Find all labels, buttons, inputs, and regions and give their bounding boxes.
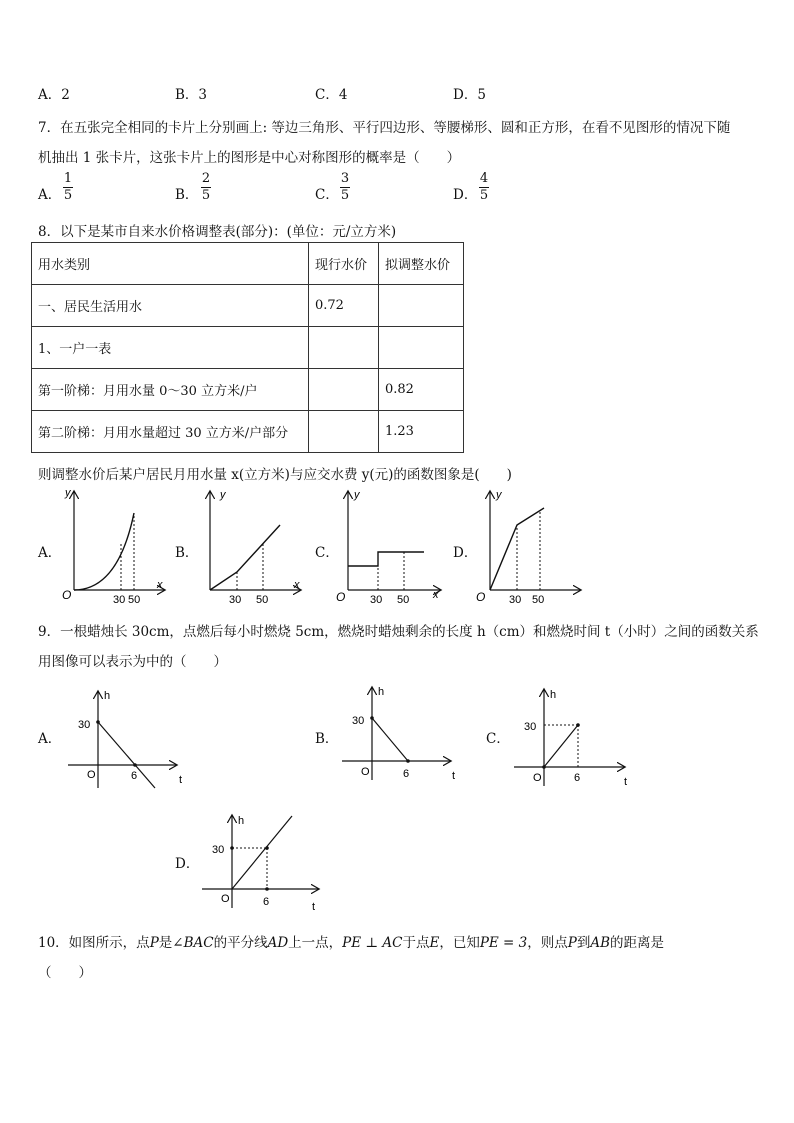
q10-text: 于点 — [402, 935, 430, 951]
table-cell: 一、居民生活用水 — [32, 285, 309, 327]
point — [542, 765, 546, 769]
q10-text: 上一点， — [288, 935, 343, 951]
q7-option-c-denominator: 5 — [340, 188, 350, 203]
point — [576, 723, 580, 727]
origin-label: O — [62, 588, 72, 602]
tick-label: 50 — [256, 594, 269, 606]
q9-option-d-label: D． — [175, 856, 200, 872]
origin-label: O — [533, 772, 542, 784]
q7-option-c-fraction — [340, 172, 350, 203]
table-row — [32, 285, 464, 327]
q7-option-b-numerator: 2 — [201, 171, 211, 186]
t6-label: 6 — [574, 772, 581, 784]
table-cell — [309, 369, 379, 411]
q8-graph-a — [58, 486, 170, 606]
q10-answer-paren: （ ） — [38, 965, 92, 981]
tick-label: 50 — [397, 594, 410, 606]
line — [544, 725, 578, 767]
q10-text: ，则点 — [527, 935, 568, 951]
table-row — [32, 327, 464, 369]
q10-text: 10．如图所示，点 — [38, 935, 150, 951]
table-header-row — [32, 243, 464, 285]
table-cell — [379, 285, 464, 327]
tick-label: 50 — [532, 594, 545, 606]
t-label: t — [452, 770, 456, 782]
table-header-cell: 现行水价 — [309, 243, 379, 285]
q9-graph-d — [200, 812, 324, 916]
h-label: h — [104, 690, 111, 702]
tick-label: 30 — [113, 594, 126, 606]
q10-math: E — [429, 935, 440, 951]
q6-option-b: B．3 — [175, 87, 208, 103]
q7-option-a-numerator: 1 — [63, 171, 73, 186]
q10-math: PE = 3 — [479, 935, 528, 951]
y-label: y — [354, 489, 360, 501]
q7-option-a-label: A． — [38, 187, 62, 203]
h30-label: 30 — [212, 844, 225, 856]
point — [370, 716, 374, 720]
tick-label: 30 — [229, 594, 242, 606]
h30-label: 30 — [352, 715, 365, 727]
q10-text: 的平分线 — [213, 935, 268, 951]
q8-graph-c — [336, 486, 448, 606]
point — [133, 763, 137, 767]
q7-option-b-label: B． — [175, 187, 199, 203]
q7-option-d-denominator: 5 — [479, 188, 489, 203]
q8-graph-d — [474, 486, 586, 606]
y-label: y — [496, 489, 502, 501]
table-cell: 第二阶梯：月用水量超过 30 立方米/户部分 — [32, 411, 309, 453]
origin-label: O — [87, 769, 96, 781]
origin-label: O — [476, 590, 486, 604]
q6-option-a: A．2 — [38, 87, 70, 103]
line — [98, 722, 155, 788]
x-label: x — [433, 589, 439, 601]
water-price-table — [31, 242, 464, 453]
q9-option-b-label: B． — [315, 731, 339, 747]
table-cell: 0.82 — [379, 369, 464, 411]
h-label: h — [238, 815, 245, 827]
t-label: t — [312, 901, 316, 913]
q9-graph-c — [512, 686, 636, 790]
q10-text: 到 — [576, 935, 591, 951]
step-line — [348, 552, 424, 566]
h30-label: 30 — [524, 721, 537, 733]
tick-label: 30 — [370, 594, 383, 606]
q10-math: ∠BAC — [172, 935, 214, 951]
tick-label: 30 — [509, 594, 522, 606]
table-header-cell: 用水类别 — [32, 243, 309, 285]
table-row — [32, 411, 464, 453]
q8-stem: 8．以下是某市自来水价格调整表(部分)：(单位：元/立方米) — [38, 224, 397, 240]
q9-graph-b — [340, 684, 464, 784]
q7-option-d-numerator: 4 — [479, 171, 489, 186]
table-cell: 第一阶梯：月用水量 0～30 立方米/户 — [32, 369, 309, 411]
q9-stem-line1: 9．一根蜡烛长 30cm，点燃后每小时燃烧 5cm，燃烧时蜡烛剩余的长度 h（cm）和燃烧时间 t（小时）之间的函数关系 — [38, 624, 759, 640]
q10-stem — [38, 931, 664, 951]
origin-label: O — [361, 766, 370, 778]
line — [372, 718, 408, 761]
q8-option-a-label: A． — [38, 545, 62, 561]
table-cell: 1.23 — [379, 411, 464, 453]
q7-option-b-denominator: 5 — [201, 188, 211, 203]
x-label: x — [294, 579, 300, 591]
t6-label: 6 — [403, 768, 410, 780]
y-label: y — [220, 489, 226, 501]
q9-option-c-label: C． — [486, 731, 510, 747]
t-label: t — [179, 774, 183, 786]
table-cell: 0.72 — [309, 285, 379, 327]
q9-stem-line2: 用图像可以表示为中的（ ） — [38, 654, 227, 670]
h-label: h — [550, 689, 557, 701]
q6-option-d: D．5 — [453, 87, 486, 103]
q8-option-b-label: B． — [175, 545, 199, 561]
q7-option-a-fraction — [63, 172, 73, 203]
q7-option-d-fraction — [479, 172, 489, 203]
point — [265, 846, 269, 850]
q7-option-a-denominator: 5 — [63, 188, 73, 203]
t-label: t — [624, 776, 628, 788]
point — [96, 720, 100, 724]
x-label: x — [157, 579, 163, 591]
table-cell: 1、一户一表 — [32, 327, 309, 369]
q8-option-d-label: D． — [453, 545, 478, 561]
segment-line — [210, 525, 280, 590]
q8-option-c-label: C． — [315, 545, 339, 561]
point — [230, 846, 234, 850]
q10-text: 的距离是 — [610, 935, 665, 951]
q9-graph-a — [66, 688, 190, 792]
q10-math: P — [567, 935, 577, 951]
q10-text: 是 — [158, 935, 173, 951]
curve — [74, 513, 134, 590]
table-cell — [309, 327, 379, 369]
q10-text: ，已知 — [439, 935, 480, 951]
h-label: h — [378, 686, 385, 698]
q7-stem-line2: 机抽出 1 张卡片，这张卡片上的图形是中心对称图形的概率是（ ） — [38, 150, 461, 166]
h30-label: 30 — [78, 719, 91, 731]
origin-label: O — [221, 893, 230, 905]
q8-graph-b — [196, 486, 308, 606]
t6-label: 6 — [131, 770, 138, 782]
table-header-cell: 拟调整水价 — [379, 243, 464, 285]
origin-label: O — [336, 590, 346, 604]
table-cell — [309, 411, 379, 453]
q7-option-c-numerator: 3 — [340, 171, 350, 186]
q7-option-d-label: D． — [453, 187, 478, 203]
table-cell — [379, 327, 464, 369]
q10-math: AB — [590, 935, 611, 951]
q10-math: AD — [267, 935, 289, 951]
q8-question: 则调整水价后某户居民月用水量 x(立方米)与应交水费 y(元)的函数图象是( ) — [38, 467, 512, 483]
q7-option-c-label: C． — [315, 187, 339, 203]
t6-label: 6 — [263, 896, 270, 908]
q6-option-c: C．4 — [315, 87, 348, 103]
q7-option-b-fraction — [201, 172, 211, 203]
point — [265, 887, 269, 891]
q10-math: P — [149, 935, 159, 951]
point — [406, 759, 410, 763]
q9-option-a-label: A． — [38, 731, 62, 747]
tick-label: 50 — [128, 594, 141, 606]
q7-stem-line1: 7．在五张完全相同的卡片上分别画上: 等边三角形、平行四边形、等腰梯形、圆和正方形，在看不见图形的情况下随 — [38, 120, 731, 136]
y-label: y — [65, 487, 71, 499]
table-row — [32, 369, 464, 411]
q10-math: PE ⊥ AC — [342, 935, 403, 951]
